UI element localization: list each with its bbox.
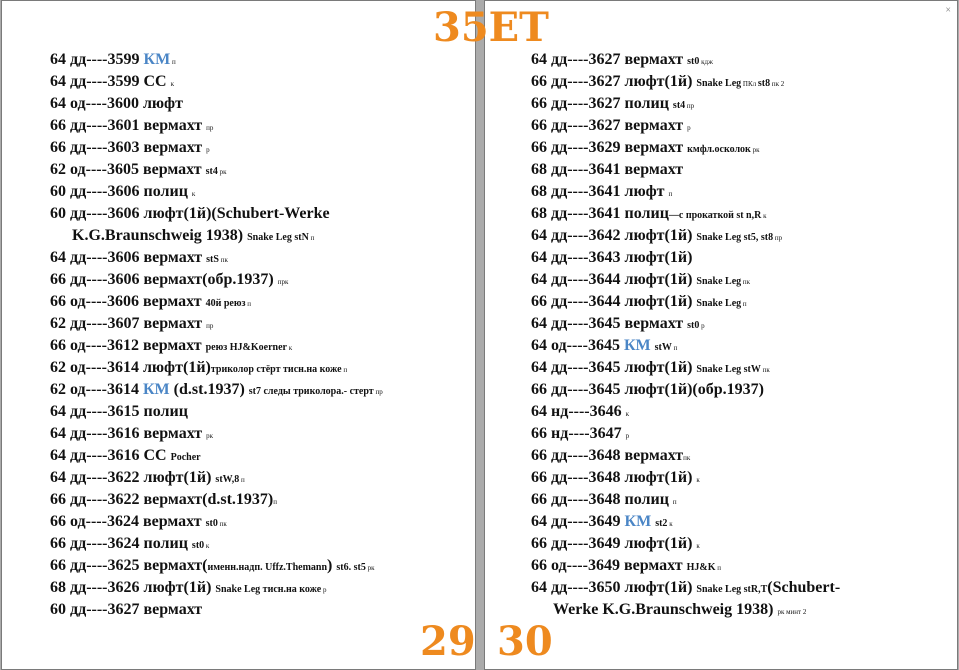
header-title: 35ЕТ — [433, 4, 549, 51]
entry-text: Snake Leg тисн.на коже — [215, 584, 322, 595]
entry-text: 64 дд----3645 вермахт — [531, 315, 688, 332]
entry-text: 64 од----3645 — [531, 337, 624, 354]
entry-text: 66 од----3606 вермахт — [50, 293, 206, 310]
entry-line — [531, 159, 957, 181]
entry-text: st4 — [672, 100, 686, 111]
entry-text: 66 дд----3648 люфт(1й) — [531, 469, 697, 486]
entry-text: Snake Leg — [696, 276, 742, 287]
entry-text: st0 — [687, 56, 700, 67]
entry-line — [50, 401, 475, 423]
entry-text: пк — [741, 278, 751, 286]
entry-text: st0 — [191, 540, 205, 551]
entry-text: 40й реюз — [205, 298, 246, 309]
entry-text: Werke K.G.Braunschweig 1938) — [553, 601, 778, 618]
entry-text: пр — [373, 388, 383, 396]
page-number-left: 29 — [420, 618, 476, 665]
entry-text: 66 дд----3601 вермахт — [50, 117, 207, 134]
page-right — [484, 0, 958, 670]
entry-text: —с прокаткой st n,R — [668, 210, 762, 221]
entry-text: КМ — [623, 337, 651, 354]
entry-line — [531, 247, 957, 269]
entry-line — [50, 423, 475, 445]
entry-text: 66 дд----3622 вермахт(d.st.1937) — [50, 491, 274, 508]
entry-text: Pocher — [170, 452, 201, 463]
entry-text: 68 дд----3641 люфт — [531, 183, 669, 200]
entry-text: ) — [327, 557, 337, 574]
entry-text: к — [761, 212, 767, 220]
entry-text: 66 дд----3627 вермахт — [531, 117, 688, 134]
entry-text: 66 дд----3627 люфт(1й) — [531, 73, 697, 90]
entry-line — [531, 137, 957, 159]
entry-text: к — [286, 344, 293, 352]
entry-text: ПКл — [741, 80, 758, 88]
entry-line — [50, 181, 475, 203]
entry-text: 64 дд----3643 люфт(1й) — [531, 249, 693, 266]
entry-text: 62 од----3605 вермахт — [50, 161, 206, 178]
entry-text: 68 дд----3641 полиц — [531, 205, 669, 222]
entry-text: (d.st.1937) — [169, 381, 249, 398]
entry-line — [531, 115, 957, 137]
entry-text: КМ — [143, 51, 171, 68]
entry-text: КМ — [142, 381, 170, 398]
entry-text: 64 дд----3622 люфт(1й) — [50, 469, 216, 486]
entry-line — [531, 93, 957, 115]
entry-line — [531, 313, 957, 335]
entry-text: п — [239, 476, 245, 484]
entry-text: кмфл.осколок — [687, 144, 751, 155]
entry-text: stW — [654, 342, 672, 353]
entry-line — [531, 423, 957, 445]
entry-text: 66 дд----3629 вермахт — [531, 139, 688, 156]
entry-text: (Schubert- — [767, 579, 841, 596]
entry-text: п — [668, 190, 673, 198]
entry-text: 64 дд----3616 СС — [50, 447, 171, 464]
entry-text: пк — [217, 520, 227, 528]
entry-text: пр — [206, 322, 214, 330]
entry-text: 64 дд----3599 СС — [50, 73, 171, 90]
entry-text: п — [245, 300, 252, 308]
entry-line — [50, 71, 475, 93]
entry-line — [531, 489, 957, 511]
entry-line — [50, 335, 475, 357]
entry-text: 62 од----3614 — [50, 381, 143, 398]
entry-text: пк — [218, 256, 228, 264]
entry-text: 64 дд----3599 — [50, 51, 144, 68]
entry-text: реюз HJ&Koerner — [205, 342, 287, 353]
entry-text: 66 дд----3627 полиц — [531, 95, 673, 112]
entry-text: stS — [206, 254, 219, 265]
entry-text: кдж — [699, 58, 713, 66]
entry-text: st4 — [205, 166, 218, 177]
entry-text: 66 дд----3644 люфт(1й) — [531, 293, 697, 310]
entry-text: к — [191, 190, 196, 198]
entry-text: Snake Leg — [696, 78, 742, 89]
entry-text: st0 — [687, 320, 700, 331]
entry-text: п — [741, 300, 747, 308]
entry-text: п — [170, 58, 176, 66]
entry-text: 66 од----3612 вермахт — [50, 337, 206, 354]
entry-line — [50, 467, 475, 489]
entry-text: к — [170, 80, 175, 88]
entry-text: 66 дд----3648 вермахт — [531, 447, 684, 464]
entry-line — [531, 71, 957, 93]
entry-text: 66 дд----3649 люфт(1й) — [531, 535, 697, 552]
entry-text: 64 дд----3615 полиц — [50, 403, 188, 420]
entry-text: п — [273, 498, 278, 506]
entry-line — [50, 511, 475, 533]
entry-text: п — [341, 366, 348, 374]
entry-line — [50, 247, 475, 269]
entry-text: пр — [206, 124, 214, 132]
entry-line — [50, 357, 475, 379]
entry-text: к — [696, 476, 700, 484]
entry-line — [50, 49, 475, 71]
entry-line — [531, 577, 957, 599]
entry-text: st7 следы триколора.- стерт — [248, 386, 374, 397]
entry-text: рк — [365, 564, 375, 572]
entry-line — [50, 445, 475, 467]
entry-text: прк — [277, 278, 289, 286]
entry-text: 66 од----3649 вермахт — [531, 557, 687, 574]
entry-text: 66 дд----3624 полиц — [50, 535, 192, 552]
entry-line — [531, 379, 957, 401]
entry-line — [531, 401, 957, 423]
entry-line — [531, 445, 957, 467]
entry-text: рк минт 2 — [777, 608, 807, 616]
entry-line — [50, 225, 475, 247]
entry-text: 64 дд----3627 вермахт — [531, 51, 688, 68]
entry-line — [531, 181, 957, 203]
entry-line — [50, 159, 475, 181]
entry-text: st8 — [757, 78, 771, 89]
entry-text: 64 дд----3644 люфт(1й) — [531, 271, 697, 288]
entry-line — [531, 599, 957, 621]
entry-line — [50, 489, 475, 511]
entry-text: р — [321, 586, 327, 594]
entry-text: 62 дд----3607 вермахт — [50, 315, 207, 332]
entry-line — [531, 555, 957, 577]
entry-text: Snake Leg — [696, 298, 742, 309]
left-entries — [50, 49, 475, 621]
entry-text: пк 2 — [770, 80, 785, 88]
entry-text: Snake Leg stR,T — [696, 584, 768, 595]
entry-text: Snake Leg st5, st8 — [696, 232, 774, 243]
entry-line — [50, 599, 475, 621]
entry-text: 60 дд----3606 полиц — [50, 183, 192, 200]
entry-text: п — [308, 234, 315, 242]
entry-text: КМ — [624, 513, 652, 530]
entry-line — [50, 313, 475, 335]
entry-line — [50, 533, 475, 555]
entry-line — [50, 291, 475, 313]
entry-text: 62 од----3614 люфт(1й) — [50, 359, 211, 376]
entry-line — [531, 511, 957, 533]
entry-text: пк — [760, 366, 770, 374]
entry-line — [50, 379, 475, 401]
entry-text: K.G.Braunschweig 1938) — [72, 227, 248, 244]
entry-text: пк — [683, 454, 691, 462]
entry-text: к — [696, 542, 700, 550]
entry-text: именн.надп. Uffz.Themann — [207, 562, 328, 573]
entry-text: 66 од----3624 вермахт — [50, 513, 206, 530]
entry-text: 68 дд----3626 люфт(1й) — [50, 579, 216, 596]
entry-line — [50, 577, 475, 599]
entry-line — [531, 335, 957, 357]
entry-line — [531, 269, 957, 291]
entry-text: st2 — [655, 518, 668, 529]
close-icon: × — [945, 5, 951, 16]
entry-text: р — [625, 432, 630, 440]
entry-text: Snake Leg stW — [696, 364, 761, 375]
entry-text: 66 дд----3603 вермахт — [50, 139, 207, 156]
entry-line — [531, 225, 957, 247]
entry-line — [531, 203, 957, 225]
entry-line — [531, 357, 957, 379]
entry-line — [50, 555, 475, 577]
entry-text: 60 дд----3606 люфт(1й)(Schubert-Werke — [50, 205, 330, 222]
entry-text: рк — [206, 432, 214, 440]
entry-text: пр — [773, 234, 783, 242]
entry-text: 60 дд----3627 вермахт — [50, 601, 203, 618]
entry-text: HJ&K — [686, 562, 716, 573]
entry-text: к — [625, 410, 630, 418]
entry-text: 64 дд----3650 люфт(1й) — [531, 579, 697, 596]
entry-text: Snake Leg stN — [247, 232, 309, 243]
entry-line — [531, 49, 957, 71]
entry-text: п — [671, 344, 678, 352]
entry-text: п — [715, 564, 721, 572]
page-number-right: 30 — [497, 618, 553, 665]
entry-line — [50, 203, 475, 225]
entry-text: триколор стёрт тисн.на коже — [210, 364, 342, 375]
entry-text: 64 од----3600 люфт — [50, 95, 183, 112]
entry-text: 64 дд----3649 — [531, 513, 625, 530]
entry-line — [50, 269, 475, 291]
entry-text: к — [667, 520, 673, 528]
right-entries — [531, 49, 957, 621]
entry-text: 66 дд----3645 люфт(1й)(обр.1937) — [531, 381, 764, 398]
entry-text: р — [699, 322, 705, 330]
entry-text: 68 дд----3641 вермахт — [531, 161, 684, 178]
entry-text: р — [206, 146, 210, 154]
entry-text: рк — [750, 146, 760, 154]
entry-line — [50, 137, 475, 159]
entry-text: stW,8 — [215, 474, 240, 485]
entry-line — [531, 291, 957, 313]
entry-text: пр — [685, 102, 695, 110]
entry-line — [50, 93, 475, 115]
page-left — [1, 0, 476, 670]
entry-text: 66 дд----3625 вермахт( — [50, 557, 208, 574]
entry-text: 66 нд----3647 — [531, 425, 626, 442]
entry-text: st0 — [205, 518, 218, 529]
entry-text: 64 дд----3616 вермахт — [50, 425, 207, 442]
entry-text: 64 дд----3642 люфт(1й) — [531, 227, 697, 244]
entry-text: рк — [217, 168, 227, 176]
entry-text: 64 дд----3606 вермахт — [50, 249, 207, 266]
entry-text: к — [204, 542, 210, 550]
entry-line — [531, 533, 957, 555]
entry-text: st6. st5 — [336, 562, 366, 573]
entry-text: 64 дд----3645 люфт(1й) — [531, 359, 697, 376]
entry-text: п — [672, 498, 677, 506]
entry-text: 66 дд----3648 полиц — [531, 491, 673, 508]
entry-line — [50, 115, 475, 137]
entry-text: 64 нд----3646 — [531, 403, 626, 420]
entry-line — [531, 467, 957, 489]
entry-text: р — [687, 124, 691, 132]
entry-text: 66 дд----3606 вермахт(обр.1937) — [50, 271, 278, 288]
